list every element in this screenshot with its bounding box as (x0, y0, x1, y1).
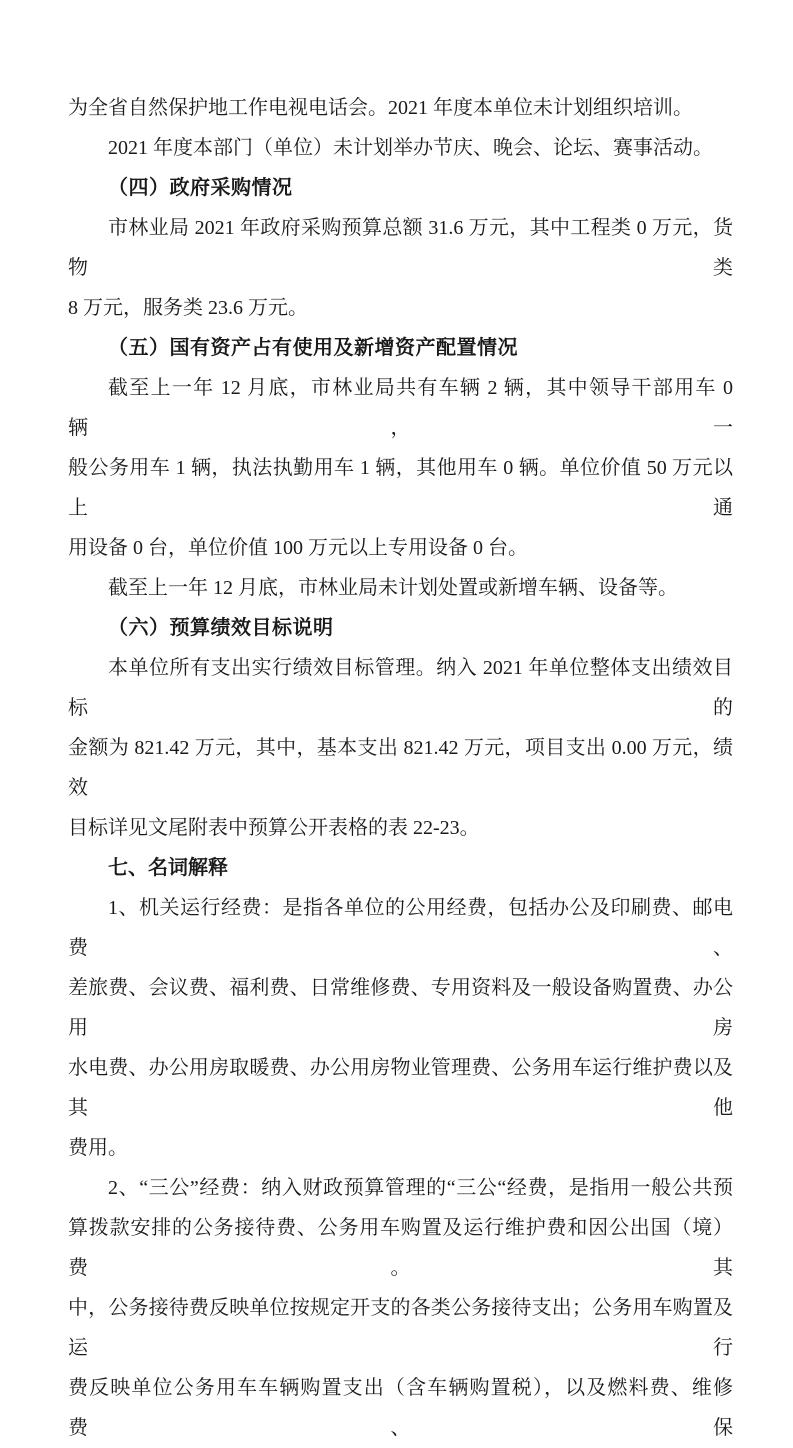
doc-line: 截至上一年 12 月底，市林业局未计划处置或新增车辆、设备等。 (108, 577, 678, 599)
section-heading-5-state-assets (68, 328, 733, 368)
doc-line: 般公务用车 1 辆，执法执勤用车 1 辆，其他用车 0 辆。单位价值 50 万元以上通 (68, 457, 733, 519)
section-heading-4-government-procurement (68, 168, 733, 208)
doc-line: 目标详见文尾附表中预算公开表格的表 22-23。 (68, 817, 480, 839)
doc-line: 为全省自然保护地工作电视电话会。2021 年度本单位未计划组织培训。 (68, 97, 693, 119)
doc-line: 费用。 (68, 1137, 128, 1159)
paragraph-definition-three-public-expenses (68, 1168, 733, 1448)
section-heading: （四）政府采购情况 (108, 177, 293, 199)
paragraph-vehicles-equipment (68, 368, 733, 568)
doc-line: 算拨款安排的公务接待费、公务用车购置及运行维护费和因公出国（境）费。其 (68, 1217, 733, 1279)
section-heading: （六）预算绩效目标说明 (108, 617, 334, 639)
paragraph-performance-target-amounts (68, 648, 733, 848)
document-content (68, 88, 733, 1448)
doc-line: 8 万元，服务类 23.6 万元。 (68, 297, 308, 319)
paragraph-training-continuation (68, 88, 733, 128)
doc-line: 市林业局 2021 年政府采购预算总额 31.6 万元，其中工程类 0 万元，货物类 (68, 217, 733, 279)
doc-line: 费反映单位公务用车车辆购置支出（含车辆购置税），以及燃料费、维修费、保 (68, 1377, 733, 1439)
doc-line: 本单位所有支出实行绩效目标管理。纳入 2021 年单位整体支出绩效目标的 (68, 657, 733, 719)
doc-line: 2、“三公”经费：纳入财政预算管理的“三公“经费，是指用一般公共预 (108, 1177, 733, 1199)
paragraph-events (68, 128, 733, 168)
section-heading: （五）国有资产占有使用及新增资产配置情况 (108, 337, 518, 359)
chapter-heading-7-glossary (68, 848, 733, 888)
paragraph-procurement-budget (68, 208, 733, 328)
paragraph-no-disposal-plan (68, 568, 733, 608)
doc-line: 中，公务接待费反映单位按规定开支的各类公务接待支出；公务用车购置及运行 (68, 1297, 733, 1359)
doc-line: 水电费、办公用房取暖费、办公用房物业管理费、公务用车运行维护费以及其他 (68, 1057, 733, 1119)
doc-line: 截至上一年 12 月底，市林业局共有车辆 2 辆，其中领导干部用车 0 辆，一 (68, 377, 733, 439)
doc-line: 1、机关运行经费：是指各单位的公用经费，包括办公及印刷费、邮电费、 (68, 897, 733, 959)
doc-line: 用设备 0 台，单位价值 100 万元以上专用设备 0 台。 (68, 537, 528, 559)
doc-line: 金额为 821.42 万元，其中，基本支出 821.42 万元，项目支出 0.00 万元，绩效 (68, 737, 733, 799)
chapter-heading: 七、名词解释 (108, 857, 228, 879)
paragraph-definition-operating-expenses (68, 888, 733, 1168)
doc-line: 2021 年度本部门（单位）未计划举办节庆、晚会、论坛、赛事活动。 (108, 137, 713, 159)
doc-line: 差旅费、会议费、福利费、日常维修费、专用资料及一般设备购置费、办公用房 (68, 977, 733, 1039)
section-heading-6-performance-targets (68, 608, 733, 648)
